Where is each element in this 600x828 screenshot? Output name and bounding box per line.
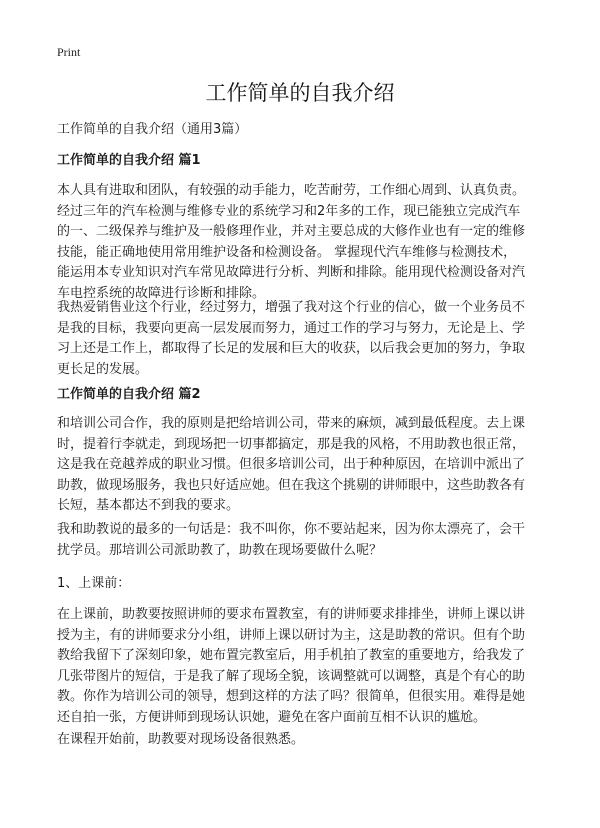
paragraph-line: 技能，能正确地使用常用维护设备和检测设备。 掌握现代汽车维修与检测技术， — [57, 244, 517, 260]
paragraph-line: 扰学员。那培训公司派助教了，助教在现场要做什么呢？ — [57, 542, 383, 558]
paragraph-line: 能运用本专业知识对汽车常见故障进行分析、判断和排除。能用现代检测设备对汽 — [57, 265, 526, 280]
paragraph-line: 本人具有进取和团队，有较强的动手能力，吃苦耐劳，工作细心周到、认真负责。 — [57, 183, 526, 198]
paragraph — [57, 414, 557, 517]
paragraph-line: 我和助教说的最多的一句话是：我不叫你，你不要站起来，因为你太漂亮了，会干 — [57, 522, 526, 537]
paragraph-line: 经过三年的汽车检测与维修专业的系统学习和2年多的工作，现已能独立完成汽车 — [57, 203, 521, 219]
print-link[interactable]: Print — [57, 45, 81, 59]
paragraph-line: 在课程开始前，助教要对现场设备很熟悉。 — [57, 732, 305, 747]
paragraph-line: 这是我在竞越养成的职业习惯。但很多培训公司，出于种种原因，在培训中派出了 — [57, 457, 526, 472]
paragraph-line: 还自拍一张，方便讲师到现场认识她，避免在客户面前互相不认识的尴尬。 — [57, 709, 487, 725]
paragraph-line: 更长足的发展。 — [57, 361, 149, 377]
paragraph-line: 我热爱销售业这个行业，经过努力，增强了我对这个行业的信心，做一个业务员不 — [57, 300, 526, 315]
paragraph-line: 和培训公司合作，我的原则是把给培训公司，带来的麻烦，减到最低程度。去上课 — [57, 416, 526, 431]
paragraph-line: 教。你作为培训公司的领导，想到这样的方法了吗？很简单，但很实用。难得是她 — [57, 689, 526, 704]
paragraph-line: 助教，做现场服务，我也只好适应她。但在我这个挑剔的讲师眼中，这些助教各有 — [57, 477, 526, 493]
paragraph-line: 习上还是工作上，都取得了长足的发展和巨大的收获，以后我会更加的努力，争取 — [57, 341, 526, 356]
paragraph — [57, 730, 557, 751]
paragraph-line: 在上课前，助教要按照讲师的要求布置教室，有的讲师要求排排坐，讲师上课以讲 — [57, 607, 526, 622]
paragraph — [57, 520, 557, 561]
paragraph-line: 车电控系统的故障进行诊断和排除。 — [57, 285, 266, 301]
paragraph-line: 是我的目标，我要向更高一层发展而努力，通过工作的学习与努力，无论是上、学 — [57, 320, 526, 336]
paragraph-line: 授为主，有的讲师要求分小组，讲师上课以研讨为主，这是助教的常识。但有个助 — [57, 627, 526, 643]
paragraph — [57, 605, 557, 728]
paragraph-line: 1、上课前： — [57, 576, 131, 591]
paragraph-line: 长短，基本都达不到我的要求。 — [57, 498, 240, 513]
section-heading-1: 工作简单的自我介绍 篇1 — [57, 153, 201, 168]
section-heading-2: 工作简单的自我介绍 篇2 — [57, 387, 201, 402]
paragraph-line: 教给我留下了深刻印象，她布置完教室后，用手机拍了教室的重要地方，给我发了 — [57, 648, 526, 663]
paragraph-line: 的一、二级保养与维护及一般修理作业，并对主要总成的大修作业也有一定的维修 — [57, 224, 526, 239]
paragraph-line: 几张带图片的短信，于是我了解了现场全貌，该调整就可以调整，真是个有心的助 — [57, 668, 526, 684]
paragraph — [57, 574, 557, 595]
document-title: 工作简单的自我介绍 — [205, 81, 395, 105]
paragraph — [57, 298, 557, 380]
paragraph — [57, 181, 557, 304]
document-subtitle: 工作简单的自我介绍（通用3篇） — [57, 122, 248, 137]
paragraph-line: 时，提着行李就走，到现场把一切事都搞定，那是我的风格，不用助教也很正常， — [57, 436, 526, 452]
